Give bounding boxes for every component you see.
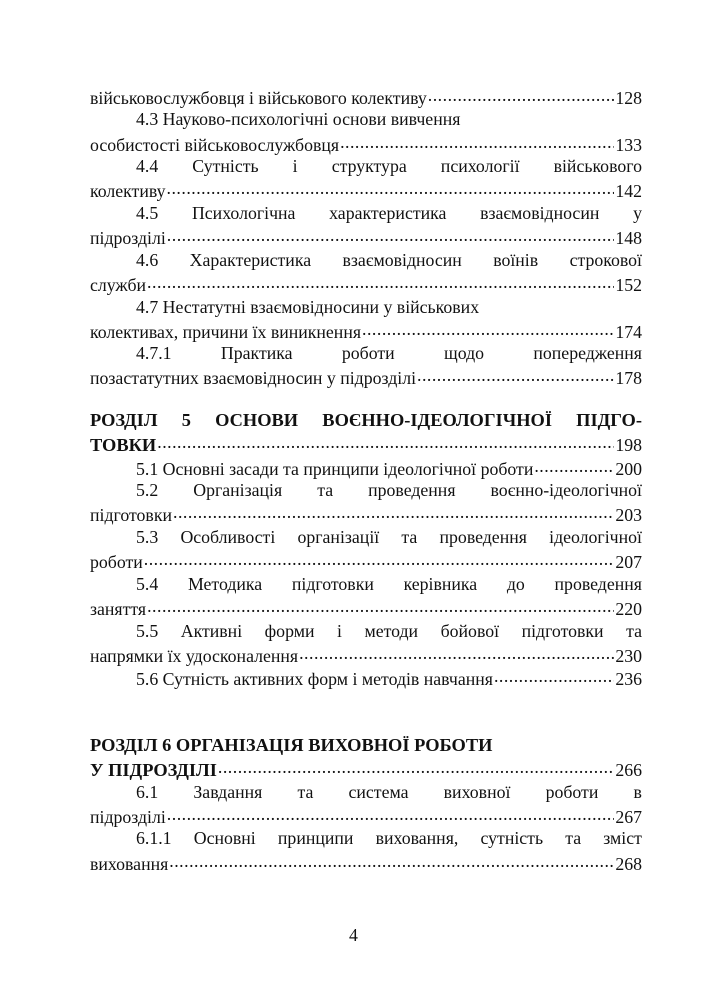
toc-entry xyxy=(90,433,642,456)
toc-page-number: 203 xyxy=(615,505,642,526)
toc-entry-text: особистості військовослужбовця xyxy=(90,134,340,155)
toc-page-number: 230 xyxy=(615,645,642,666)
toc-word: виховної xyxy=(443,781,511,802)
toc-entry-first-line xyxy=(90,250,642,273)
toc-leader-dots xyxy=(147,597,614,615)
toc-word: принципи xyxy=(277,828,354,849)
toc-word: психології xyxy=(440,156,520,177)
toc-word: взаємовідносин xyxy=(342,249,462,270)
toc-word: 6.1 xyxy=(136,781,159,802)
toc-word: та xyxy=(401,527,418,548)
toc-word: у xyxy=(633,202,642,223)
toc-word: в xyxy=(633,781,642,802)
toc-entry xyxy=(90,86,642,109)
toc-word: Практика xyxy=(220,343,293,364)
toc-word: 6.1.1 xyxy=(136,828,172,849)
toc-word: роботи xyxy=(545,781,599,802)
toc-entry xyxy=(90,504,642,527)
toc-page-number: 207 xyxy=(615,552,642,573)
toc-entry xyxy=(90,457,642,480)
toc-entry-text: 5.6 Сутність активних форм і методів навчання xyxy=(136,669,493,690)
toc-page-number: 268 xyxy=(615,853,642,874)
toc-word: Методика xyxy=(187,573,263,594)
heading-word: ВОЄННО-ІДЕОЛОГІЧНОЇ xyxy=(322,410,552,431)
toc-entry-first-line xyxy=(90,109,642,132)
toc-word: та xyxy=(565,828,582,849)
toc-entry-first-line xyxy=(90,527,642,550)
toc-page-number: 236 xyxy=(615,669,642,690)
toc-word: щодо xyxy=(444,343,485,364)
toc-leader-dots xyxy=(173,504,614,522)
toc-entry xyxy=(90,180,642,203)
toc-leader-dots xyxy=(428,86,615,104)
section-6-heading-cont: У ПІДРОЗДІЛІ xyxy=(90,759,217,780)
toc-word: сутність xyxy=(480,828,544,849)
toc-word: 4.6 xyxy=(136,249,159,270)
toc-word: 5.2 xyxy=(136,480,159,501)
toc-entry-text: 4.7 Нестатутні взаємовідносини у військових xyxy=(136,296,480,317)
toc-entry xyxy=(90,852,642,875)
toc-entry-first-line xyxy=(90,156,642,179)
toc-entry-text: виховання xyxy=(90,853,169,874)
toc-leader-dots xyxy=(144,550,615,568)
toc-entry xyxy=(90,133,642,156)
toc-word: 5.5 xyxy=(136,620,159,641)
toc-word: 5.4 xyxy=(136,573,159,594)
toc-entry-text: напрямки їх удосконалення xyxy=(90,645,299,666)
toc-entry-text: підготовки xyxy=(90,505,172,526)
toc-page-number: 266 xyxy=(615,759,642,780)
toc-word: Активні xyxy=(180,620,243,641)
toc-entry-text: колективах, причини їх виникнення xyxy=(90,321,362,342)
toc-entry-text: роботи xyxy=(90,552,143,573)
toc-word: попередження xyxy=(533,343,642,364)
toc-leader-dots xyxy=(157,433,614,451)
toc-word: Основні xyxy=(193,828,256,849)
toc-entry xyxy=(90,550,642,573)
toc-entry xyxy=(90,644,642,667)
toc-leader-dots xyxy=(218,758,614,776)
toc-page-number: 198 xyxy=(615,435,642,456)
toc-word: Характеристика xyxy=(189,249,312,270)
toc-word: ідеологічної xyxy=(549,527,642,548)
toc-word: 4.4 xyxy=(136,156,159,177)
heading-word: ОСНОВИ xyxy=(215,410,299,431)
toc-word: Психологічна xyxy=(191,202,296,223)
toc-word: взаємовідносин xyxy=(480,202,600,223)
toc-entry-first-line xyxy=(90,621,642,644)
toc-leader-dots xyxy=(167,180,615,198)
toc-entry-text: підрозділі xyxy=(90,806,166,827)
toc-entry xyxy=(90,758,642,781)
toc-page-number: 174 xyxy=(615,321,642,342)
toc-word: Організація xyxy=(193,480,283,501)
toc-leader-dots xyxy=(299,644,614,662)
toc-entry-first-line xyxy=(90,297,642,320)
toc-word: Сутність xyxy=(192,156,259,177)
toc-word: 5.3 xyxy=(136,527,159,548)
page-number: 4 xyxy=(349,925,358,945)
toc-leader-dots xyxy=(494,667,614,685)
toc-entry xyxy=(90,805,642,828)
toc-word: воїнів xyxy=(493,249,539,270)
toc-word: структура xyxy=(331,156,407,177)
toc-entry xyxy=(90,320,642,343)
toc-word: проведення xyxy=(554,573,642,594)
toc-word: методи xyxy=(364,620,419,641)
toc-word: роботи xyxy=(341,343,395,364)
toc-word: Особливості xyxy=(180,527,276,548)
heading-word: 5 xyxy=(181,410,191,431)
toc-entry xyxy=(90,226,642,249)
toc-leader-dots xyxy=(167,226,615,244)
toc-word: бойової xyxy=(440,620,500,641)
toc-entry xyxy=(90,273,642,296)
section-6-heading xyxy=(90,735,642,758)
toc-word: Завдання xyxy=(193,781,263,802)
toc-leader-dots xyxy=(362,320,614,338)
toc-word: 4.5 xyxy=(136,202,159,223)
toc-word: підготовки xyxy=(521,620,604,641)
section-spacer xyxy=(90,691,642,735)
toc-entry-text: 5.1 Основні засади та принципи ідеологічної роботи xyxy=(136,458,534,479)
heading-text: РОЗДІЛ 6 ОРГАНІЗАЦІЯ ВИХОВНОЇ РОБОТИ xyxy=(90,734,493,755)
toc-entry-text: позастатутних взаємовідносин у підрозділі xyxy=(90,368,417,389)
table-of-contents xyxy=(90,86,642,875)
toc-entry-first-line xyxy=(90,203,642,226)
toc-entry xyxy=(90,667,642,690)
toc-leader-dots xyxy=(534,457,614,475)
toc-page-number: 142 xyxy=(615,181,642,202)
heading-word: РОЗДІЛ xyxy=(90,410,158,431)
toc-word: та xyxy=(626,620,642,641)
toc-entry-text: заняття xyxy=(90,599,147,619)
toc-word: організації xyxy=(297,527,380,548)
toc-entry-first-line xyxy=(90,574,642,597)
toc-leader-dots xyxy=(417,367,614,385)
toc-word: і xyxy=(292,156,298,177)
section-5-heading xyxy=(90,410,642,433)
toc-entry-first-line xyxy=(90,343,642,366)
section-spacer xyxy=(90,390,642,410)
toc-page-number: 267 xyxy=(615,806,642,827)
toc-entry-first-line xyxy=(90,480,642,503)
toc-word: і xyxy=(336,620,342,641)
toc-entry-first-line xyxy=(90,828,642,851)
toc-word: до xyxy=(506,573,525,594)
toc-word: виховання, xyxy=(375,828,459,849)
toc-word: зміст xyxy=(603,828,642,849)
toc-word: підготовки xyxy=(291,573,374,594)
toc-entry xyxy=(90,597,642,620)
section-5-heading-cont: ТОВКИ xyxy=(90,435,157,456)
toc-page-number: 152 xyxy=(615,274,642,295)
toc-leader-dots xyxy=(169,852,614,870)
toc-page-number: 128 xyxy=(615,87,642,108)
toc-entry xyxy=(90,367,642,390)
toc-entry-text: підрозділі xyxy=(90,228,166,249)
toc-leader-dots xyxy=(340,133,614,151)
toc-word: проведення xyxy=(439,527,527,548)
toc-word: керівника xyxy=(403,573,478,594)
toc-entry-text: військовослужбовця і військового колективу xyxy=(90,87,427,108)
toc-word: воєнно-ідеологічної xyxy=(490,480,642,501)
toc-page-number: 220 xyxy=(615,599,642,619)
toc-entry-first-line xyxy=(90,782,642,805)
toc-word: та xyxy=(297,781,314,802)
toc-entry-text: служби xyxy=(90,274,147,295)
toc-word: система xyxy=(348,781,409,802)
toc-leader-dots xyxy=(147,273,614,291)
toc-word: проведення xyxy=(368,480,456,501)
toc-page-number: 200 xyxy=(615,458,642,479)
toc-page-number: 133 xyxy=(615,134,642,155)
toc-page-number: 148 xyxy=(615,228,642,249)
toc-entry-text: 4.3 Науково-психологічні основи вивчення xyxy=(136,109,461,130)
heading-word: ПІДГО- xyxy=(576,410,642,431)
toc-word: військового xyxy=(553,156,642,177)
toc-page-number: 178 xyxy=(615,368,642,389)
toc-word: форми xyxy=(264,620,315,641)
toc-entry-text: колективу xyxy=(90,181,166,202)
toc-word: характеристика xyxy=(329,202,447,223)
toc-word: 4.7.1 xyxy=(136,343,172,364)
toc-word: та xyxy=(317,480,334,501)
toc-leader-dots xyxy=(167,805,615,823)
toc-word: строкової xyxy=(569,249,642,270)
